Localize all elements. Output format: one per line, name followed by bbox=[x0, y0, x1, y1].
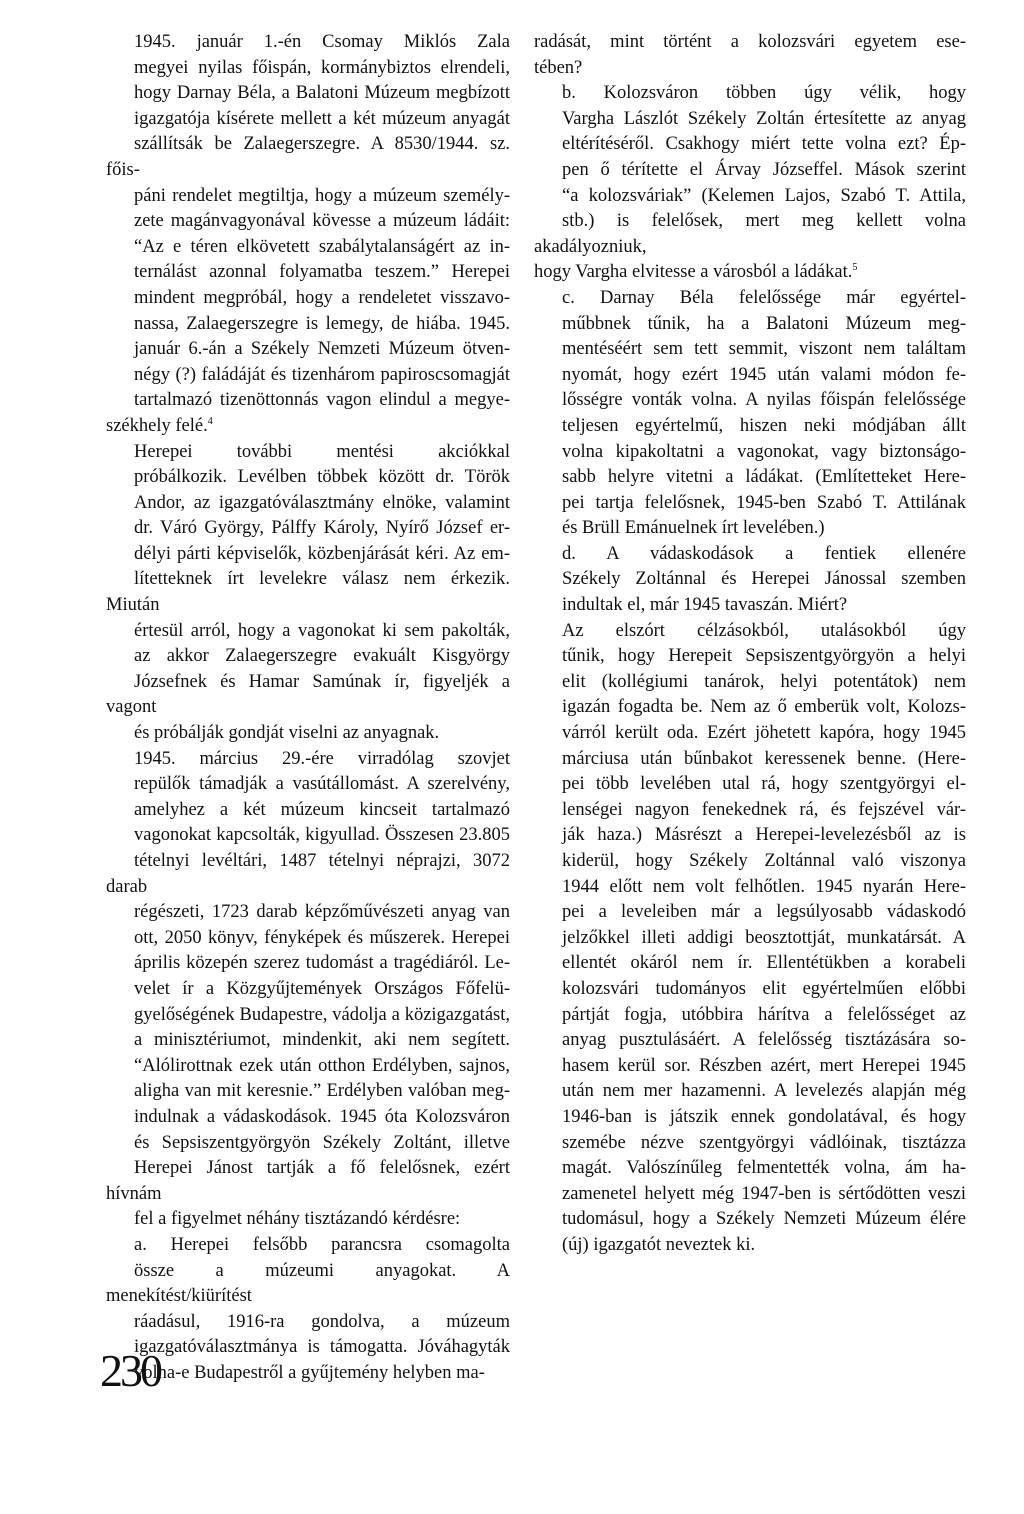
text-line: stb.) is felelősek, mert meg kellett volna akadályozniuk, bbox=[534, 211, 966, 257]
text-line: elit (kollégiumi tanárok, helyi potentátok) nem bbox=[562, 671, 966, 692]
text-line: műbbnek tűnik, ha a Balatoni Múzeum meg- bbox=[562, 313, 966, 334]
text-line: tűnik, hogy Herepeit Sepsiszentgyörgyön a helyi bbox=[562, 646, 966, 667]
text-line: radását, mint történt a kolozsvári egyetem ese- bbox=[534, 32, 966, 52]
text-line: nassa, Zalaegerszegre is lemegy, de hiába. 1945. bbox=[134, 313, 510, 334]
text-line: “a kolozsváriak” (Kelemen Lajos, Szabó T. Attila, bbox=[562, 185, 966, 206]
text-line: mentéséért sem tett semmit, viszont nem találtam bbox=[562, 339, 966, 360]
text-line: kiderül, hogy Székely Zoltánnal való viszonya bbox=[562, 851, 966, 871]
text-line: Herepei Jánost tartják a fő felelősnek, ezért hívnám bbox=[106, 1158, 510, 1204]
paragraph bbox=[534, 286, 966, 542]
text-line: lítetteknek írt levelekre válasz nem érkezik. Miután bbox=[106, 569, 510, 616]
text-line: c. Darnay Béla felelőssége már egyértel- bbox=[562, 287, 966, 308]
text-line: tudomásul, hogy a Székely Nemzeti Múzeum élére bbox=[562, 1209, 966, 1230]
text-line: próbálkozik. Levélben többek között dr. Török bbox=[134, 467, 510, 488]
text-line: 1946-ban is játszik ennek gondolatával, és hogy bbox=[562, 1106, 966, 1127]
text-line: “Az e téren elkövetett szabálytalanságért az in- bbox=[134, 236, 510, 257]
text-line: régészeti, 1723 darab képzőművészeti anyag van bbox=[134, 902, 510, 923]
text-line: “Alólirottnak ezek után otthon Erdélyben, sajnos, bbox=[134, 1055, 510, 1076]
text-line: Vargha Lászlót Székely Zoltán értesítette az anyag bbox=[562, 108, 966, 129]
text-line: ternálást azonnal folyamatba teszem.” Herepei bbox=[134, 262, 510, 283]
text-line: ott, 2050 könyv, fényképek és műszerek. Herepei bbox=[134, 927, 510, 948]
text-line: tében? bbox=[534, 57, 583, 78]
text-line: anyag pusztulásáért. A felelősség tisztázására so- bbox=[562, 1030, 966, 1051]
text-line: várról került oda. Ezért jöhetett kapóra, hogy 1945 bbox=[562, 723, 966, 744]
text-line: hogy Vargha elvitesse a városból a ládákat. bbox=[534, 262, 853, 283]
text-line: aligha van mit keresnie.” Erdélyben valóban meg- bbox=[134, 1081, 510, 1102]
footnote-marker: 4 bbox=[207, 415, 213, 427]
text-line: szállítsák be Zalaegerszegre. A 8530/1944. sz. főis- bbox=[106, 134, 510, 180]
text-line: volna kipakoltatni a vagonokat, vagy biztonságo- bbox=[562, 441, 966, 462]
text-line: igazgatóválasztmánya is támogatta. Jóváhagyták bbox=[134, 1337, 510, 1358]
page-number: 230 bbox=[100, 1345, 160, 1396]
text-line: márciusa után bűnbakot keressenek benne. (Here- bbox=[562, 748, 966, 769]
text-line: sabb helyre vitetni a ládákat. (Említetteket Here- bbox=[562, 467, 966, 488]
text-line: 1945. március 29.-ére virradólag szovjet bbox=[134, 748, 510, 769]
text-line: lenségei nagyon fenekednek rá, és fejszével vár- bbox=[562, 799, 966, 820]
text-line: pei tartja felelősnek, 1945-ben Szabó T. Attilának bbox=[562, 492, 966, 513]
text-line: teljesen egyértelmű, hiszen neki módjában állt bbox=[562, 415, 966, 436]
paragraph bbox=[106, 440, 510, 747]
text-line: lősségre vonták volna. A nyilas főispán felelőssége bbox=[562, 390, 966, 411]
text-line: Herepei további mentési akciókkal bbox=[134, 441, 510, 462]
text-line: indultak el, már 1945 tavaszán. Miért? bbox=[562, 595, 848, 616]
left-column bbox=[106, 30, 510, 1386]
paragraph bbox=[106, 30, 510, 440]
text-line: Az elszórt célzásokból, utalásokból úgy bbox=[562, 620, 966, 641]
text-line: Székely Zoltánnal és Herepei Jánossal szemben bbox=[562, 569, 966, 590]
text-line: tételnyi levéltári, 1487 tételnyi néprajzi, 3072 darab bbox=[106, 851, 510, 897]
text-line: b. Kolozsváron többen úgy vélik, hogy bbox=[562, 83, 966, 104]
text-line: pei a leveleiben már a legsúlyosabb vádaskodó bbox=[562, 902, 966, 923]
text-line: Andor, az igazgatóválasztmány elnöke, valamint bbox=[134, 492, 510, 513]
text-line: 1944 előtt nem volt felhőtlen. 1945 nyarán Here- bbox=[562, 876, 966, 897]
text-line: (új) igazgatót neveztek ki. bbox=[562, 1234, 756, 1255]
text-line: ellentét okáról nem ír. Ellentétükben a korabeli bbox=[562, 953, 966, 974]
footnote-marker: 5 bbox=[852, 262, 858, 274]
paragraph bbox=[534, 542, 966, 619]
text-line: a. Herepei felsőbb parancsra csomagolta bbox=[134, 1234, 510, 1255]
text-line: velet ír a Közgyűjtemények Országos Főfelü- bbox=[134, 978, 510, 999]
text-line: értesül arról, hogy a vagonokat ki sem pakolták, bbox=[134, 620, 510, 641]
text-line: ráadásul, 1916-ra gondolva, a múzeum bbox=[134, 1311, 510, 1332]
text-line: össze a múzeumi anyagokat. A menekítést/kiürítést bbox=[106, 1260, 510, 1307]
text-line: pártját fogja, utóbbira hárítva a felelősséget az bbox=[562, 1004, 966, 1025]
text-line: ják haza.) Másrészt a Herepei-levelezésből az is bbox=[562, 825, 966, 846]
text-line: dr. Váró György, Pálffy Károly, Nyírő József er- bbox=[134, 518, 510, 539]
text-line: megyei nyilas főispán, kormánybiztos elrendeli, bbox=[134, 57, 510, 78]
paragraph bbox=[534, 619, 966, 1259]
text-line: volna-e Budapestről a gyűjtemény helyben ma- bbox=[134, 1362, 485, 1383]
text-line: kolozsvári tudományos elit egyértelműen előbbi bbox=[562, 978, 966, 999]
text-line: zamenetel helyett még 1947-ben is sértődötten veszi bbox=[562, 1183, 966, 1204]
text-line: gyelőségének Budapestre, vádolja a közigazgatást, bbox=[134, 1004, 510, 1025]
paragraph bbox=[106, 1233, 510, 1387]
text-line: amelyhez a két múzeum kincseit tartalmazó bbox=[134, 799, 510, 820]
text-line: hasem kerül sor. Részben azért, mert Herepei 1945 bbox=[562, 1055, 966, 1076]
paragraph bbox=[106, 747, 510, 1233]
paragraph bbox=[534, 81, 966, 286]
text-line: és Sepsiszentgyörgyön Székely Zoltánt, illetve bbox=[134, 1132, 510, 1153]
text-line: repülők támadják a vasútállomást. A szerelvény, bbox=[134, 774, 510, 795]
text-line: és Brüll Emánuelnek írt levelében.) bbox=[562, 518, 825, 539]
text-line: fel a figyelmet néhány tisztázandó kérdésre: bbox=[134, 1209, 461, 1230]
text-line: tartalmazó tizenöttonnás vagon elindul a megye- bbox=[134, 390, 510, 411]
text-line: igazán fogadta be. Nem az ő emberük volt, Kolozs- bbox=[562, 697, 966, 718]
text-line: zete magánvagyonával kövesse a múzeum ládáit: bbox=[134, 211, 510, 232]
text-line: pen ő térítette el Árvay Józseffel. Mások szerint bbox=[562, 159, 966, 180]
text-line: jelzőkkel illeti addigi beosztottját, munkatársát. A bbox=[562, 927, 966, 948]
text-line: igazgatója kísérete mellett a két múzeum anyagát bbox=[134, 108, 510, 129]
text-line: mindent megpróbál, hogy a rendeletet visszavo- bbox=[134, 287, 510, 308]
text-line: páni rendelet megtiltja, hogy a múzeum személy- bbox=[134, 185, 510, 206]
text-line: 1945. január 1.-én Csomay Miklós Zala bbox=[134, 32, 510, 52]
text-line: délyi párti képviselők, közbenjárását kéri. Az em- bbox=[134, 543, 510, 564]
text-line: eltérítéséről. Csakhogy miért tette volna ezt? Ép- bbox=[562, 134, 966, 155]
text-line: székhely felé. bbox=[106, 415, 208, 436]
text-line: a minisztériumot, mindenkit, aki nem segített. bbox=[134, 1030, 510, 1051]
text-line: nyomát, hogy ezért 1945 után valami módon fe- bbox=[562, 364, 966, 385]
text-line: január 6.-án a Székely Nemzeti Múzeum ötven- bbox=[134, 339, 510, 360]
text-line: négy (?) faládáját és tizenhárom papiroscsomagját bbox=[134, 364, 510, 385]
text-line: indulnak a vádaskodások. 1945 óta Kolozsváron bbox=[134, 1106, 510, 1127]
paragraph bbox=[534, 30, 966, 81]
text-line: Józsefnek és Hamar Samúnak ír, figyeljék a vagont bbox=[106, 671, 510, 718]
text-line: és próbálják gondját viselni az anyagnak. bbox=[134, 723, 440, 744]
text-line: szemébe nézve szentgyörgyi vádlóinak, tisztázza bbox=[562, 1132, 966, 1153]
text-line: magát. Valószínűleg felmentették volna, ám ha- bbox=[562, 1158, 966, 1179]
text-line: pei több levelében utal rá, hogy szentgyörgyi el- bbox=[562, 774, 966, 795]
right-column bbox=[534, 30, 966, 1259]
text-line: vagonokat kapcsolták, kigyullad. Összesen 23.805 bbox=[134, 825, 510, 846]
text-line: április közepén szerez tudomást a tragédiáról. Le- bbox=[134, 953, 510, 974]
text-line: az akkor Zalaegerszegre evakuált Kisgyörgy bbox=[134, 646, 510, 667]
text-line: d. A vádaskodások a fentiek ellenére bbox=[562, 543, 966, 564]
text-line: hogy Darnay Béla, a Balatoni Múzeum megbízott bbox=[134, 83, 510, 104]
text-line: után nem mer hazamenni. A levelezés alapján még bbox=[562, 1081, 966, 1102]
